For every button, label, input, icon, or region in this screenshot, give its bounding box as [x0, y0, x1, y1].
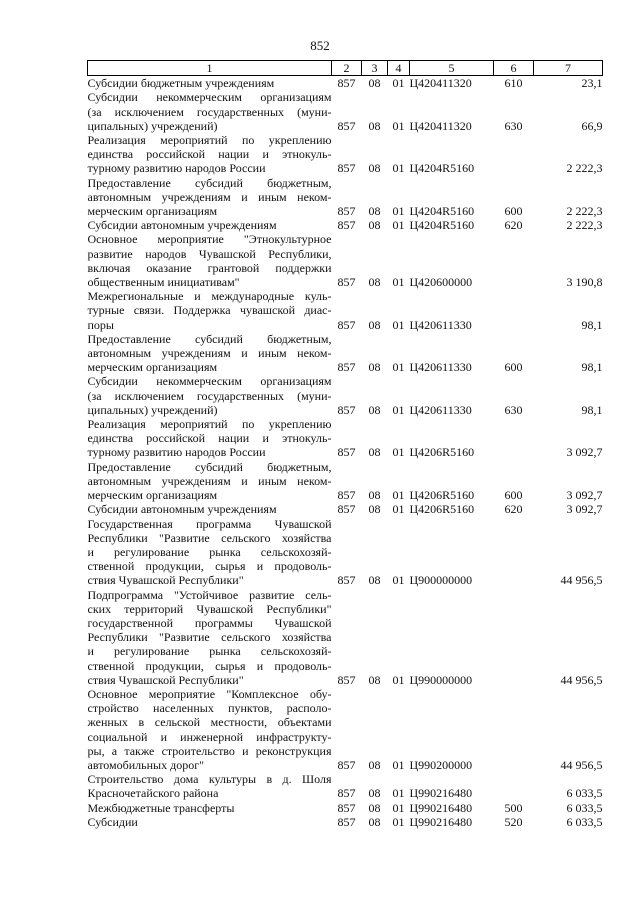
subsection-code-cell: 01: [392, 786, 405, 801]
expense-type-cell: 620: [504, 502, 523, 517]
section-code-cell: 08: [368, 800, 381, 815]
expense-type-cell: 600: [504, 204, 523, 219]
target-article-cell: Ц4206R5160: [409, 445, 475, 460]
target-article-cell: Ц990216480: [409, 786, 473, 801]
expense-type-cell: 630: [504, 402, 523, 417]
description-line: мерческим организациям: [87, 488, 218, 503]
subsection-code-cell: 01: [392, 76, 405, 91]
row-description: [88, 772, 332, 800]
column-header: 7: [534, 61, 603, 76]
section-code-cell: 08: [368, 275, 381, 290]
ministry-code-cell: 857: [337, 800, 356, 815]
row-description: [88, 687, 332, 772]
section-code-cell: 08: [368, 204, 381, 219]
table-header-row: [88, 61, 603, 76]
description-line: Основное мероприятие "Этнокультурное: [87, 232, 332, 247]
row-description: [88, 517, 332, 588]
description-line: автомобильных дорог": [87, 757, 205, 772]
description-line: общественным инициативам": [87, 275, 240, 290]
description-line: Республики "Развитие сельского хозяйства: [87, 530, 332, 545]
amount-cell: 44 956,5: [560, 573, 603, 588]
table-row: [88, 218, 603, 232]
description-line: ципальных) учреждений): [87, 402, 218, 417]
description-line: развитие народов Чувашской Республики,: [87, 246, 332, 261]
row-description: [88, 90, 332, 133]
subsection-code-cell: 01: [392, 118, 405, 133]
column-header: 1: [88, 61, 332, 76]
description-line: и регулирование рынка сельскохозяй-: [87, 544, 332, 559]
description-line: автономным учреждениям и иным неком-: [87, 473, 332, 488]
target-article-cell: Ц4204R5160: [409, 204, 475, 219]
section-code-cell: 08: [368, 118, 381, 133]
description-line: единства российской нации и этнокуль-: [87, 147, 332, 162]
description-line: Межрегиональные и международные куль-: [87, 289, 332, 304]
amount-cell: 6 033,5: [566, 814, 603, 829]
description-line: государственной программы Чувашской: [87, 615, 332, 630]
ministry-code-cell: 857: [337, 161, 356, 176]
description-line: единства российской нации и этнокуль-: [87, 431, 332, 446]
subsection-code-cell: 01: [392, 814, 405, 829]
row-description: [88, 417, 332, 460]
amount-cell: 6 033,5: [566, 800, 603, 815]
description-line: Субсидии: [87, 814, 138, 829]
target-article-cell: Ц4206R5160: [409, 488, 475, 503]
description-line: автономным учреждениям и иным неком-: [87, 189, 332, 204]
expense-type-cell: 600: [504, 360, 523, 375]
ministry-code-cell: 857: [337, 360, 356, 375]
expense-type-cell: [494, 417, 534, 460]
subsection-code-cell: 01: [392, 317, 405, 332]
ministry-code-cell: 857: [337, 402, 356, 417]
description-line: автономным учреждениям и иным неком-: [87, 346, 332, 361]
ministry-code-cell: 857: [337, 76, 356, 91]
table-row: [88, 232, 603, 289]
ministry-code-cell: 857: [337, 757, 356, 772]
description-line: мерческим организациям: [87, 360, 218, 375]
description-line: (за исключением государственных (муни-: [87, 388, 332, 403]
description-line: Подпрограмма "Устойчивое развитие сель-: [87, 587, 332, 602]
column-header: 5: [410, 61, 494, 76]
section-code-cell: 08: [368, 814, 381, 829]
description-line: Субсидии бюджетным учреждениям: [87, 76, 275, 91]
target-article-cell: Ц420611330: [409, 402, 472, 417]
row-description: [88, 289, 332, 332]
expense-type-cell: [494, 232, 534, 289]
row-description: [88, 232, 332, 289]
description-line: и регулирование рынка сельскохозяй-: [87, 644, 332, 659]
amount-cell: 3 092,7: [566, 445, 603, 460]
description-line: ры, а также строительство и реконструкция: [87, 743, 332, 758]
amount-cell: 66,9: [581, 118, 603, 133]
ministry-code-cell: 857: [337, 786, 356, 801]
description-line: мерческим организациям: [87, 204, 218, 219]
expense-type-cell: [494, 517, 534, 588]
ministry-code-cell: 857: [337, 204, 356, 219]
description-line: стройство населенных пунктов, располо-: [87, 701, 332, 716]
target-article-cell: Ц900000000: [409, 573, 473, 588]
section-code-cell: 08: [368, 488, 381, 503]
ministry-code-cell: 857: [337, 814, 356, 829]
subsection-code-cell: 01: [392, 502, 405, 517]
table-row: [88, 417, 603, 460]
description-line: Красночетайского района: [87, 786, 219, 801]
expense-type-cell: 610: [504, 76, 523, 91]
row-description: [88, 133, 332, 176]
section-code-cell: 08: [368, 402, 381, 417]
target-article-cell: Ц4204R5160: [409, 218, 475, 233]
amount-cell: 98,1: [581, 402, 603, 417]
amount-cell: 2 222,3: [566, 204, 603, 219]
expense-type-cell: 500: [504, 800, 523, 815]
ministry-code-cell: 857: [337, 275, 356, 290]
amount-cell: 98,1: [581, 317, 603, 332]
target-article-cell: Ц990216480: [409, 800, 473, 815]
table-body: [88, 76, 603, 829]
target-article-cell: Ц420411320: [409, 118, 472, 133]
amount-cell: 2 222,3: [566, 161, 603, 176]
table-row: [88, 90, 603, 133]
target-article-cell: Ц420611330: [409, 317, 472, 332]
subsection-code-cell: 01: [392, 488, 405, 503]
subsection-code-cell: 01: [392, 573, 405, 588]
amount-cell: 2 222,3: [566, 218, 603, 233]
description-line: Субсидии некоммерческим организациям: [87, 90, 332, 105]
budget-table: [87, 60, 603, 829]
subsection-code-cell: 01: [392, 360, 405, 375]
ministry-code-cell: 857: [337, 502, 356, 517]
ministry-code-cell: 857: [337, 573, 356, 588]
section-code-cell: 08: [368, 317, 381, 332]
row-description: [88, 815, 332, 829]
description-line: Предоставление субсидий бюджетным,: [87, 175, 332, 190]
target-article-cell: Ц420611330: [409, 360, 472, 375]
description-line: социальной и инженерной инфраструкту-: [87, 729, 332, 744]
section-code-cell: 08: [368, 445, 381, 460]
description-line: Республики "Развитие сельского хозяйства: [87, 630, 332, 645]
page-number: 852: [310, 38, 330, 53]
description-line: Предоставление субсидий бюджетным,: [87, 331, 332, 346]
description-line: Основное мероприятие "Комплексное обу-: [87, 686, 332, 701]
section-code-cell: 08: [368, 672, 381, 687]
table-row: [88, 289, 603, 332]
row-description: [88, 588, 332, 687]
expense-type-cell: [494, 133, 534, 176]
section-code-cell: 08: [368, 360, 381, 375]
description-line: Государственная программа Чувашской: [87, 516, 332, 531]
section-code-cell: 08: [368, 786, 381, 801]
amount-cell: 44 956,5: [560, 757, 603, 772]
description-line: включая оказание грантовой поддержки: [87, 260, 332, 275]
expense-type-cell: 630: [504, 118, 523, 133]
description-line: Реализация мероприятий по укреплению: [87, 133, 332, 148]
expense-type-cell: 520: [504, 814, 523, 829]
column-header: 3: [362, 61, 388, 76]
description-line: ственной продукции, сырья и продоволь-: [87, 658, 332, 673]
description-line: Субсидии некоммерческим организациям: [87, 374, 332, 389]
row-description: [88, 374, 332, 417]
column-header: 4: [388, 61, 410, 76]
section-code-cell: 08: [368, 502, 381, 517]
description-line: (за исключением государственных (муни-: [87, 104, 332, 119]
table-row: [88, 517, 603, 588]
row-description: [88, 332, 332, 375]
expense-type-cell: 620: [504, 218, 523, 233]
table-row: [88, 801, 603, 815]
section-code-cell: 08: [368, 573, 381, 588]
target-article-cell: Ц990200000: [409, 757, 473, 772]
row-description: [88, 460, 332, 503]
subsection-code-cell: 01: [392, 445, 405, 460]
description-line: Субсидии автономным учреждениям: [87, 218, 277, 233]
expense-type-cell: [494, 289, 534, 332]
row-description: [88, 502, 332, 516]
section-code-cell: 08: [368, 757, 381, 772]
table-row: [88, 502, 603, 516]
subsection-code-cell: 01: [392, 161, 405, 176]
table-row: [88, 687, 603, 772]
table-row: [88, 332, 603, 375]
ministry-code-cell: 857: [337, 672, 356, 687]
section-code-cell: 08: [368, 76, 381, 91]
target-article-cell: Ц4204R5160: [409, 161, 475, 176]
amount-cell: 6 033,5: [566, 786, 603, 801]
table-row: [88, 460, 603, 503]
target-article-cell: Ц990216480: [409, 814, 473, 829]
description-line: ствия Чувашской Республики": [87, 573, 244, 588]
amount-cell: 3 092,7: [566, 502, 603, 517]
target-article-cell: Ц420600000: [409, 275, 473, 290]
target-article-cell: Ц420411320: [409, 76, 472, 91]
description-line: ципальных) учреждений): [87, 118, 218, 133]
target-article-cell: Ц4206R5160: [409, 502, 475, 517]
table-row: [88, 374, 603, 417]
amount-cell: 3 190,8: [566, 275, 603, 290]
ministry-code-cell: 857: [337, 445, 356, 460]
section-code-cell: 08: [368, 161, 381, 176]
description-line: ственной продукции, сырья и продоволь-: [87, 559, 332, 574]
section-code-cell: 08: [368, 218, 381, 233]
amount-cell: 23,1: [581, 76, 603, 91]
row-description: [88, 218, 332, 232]
amount-cell: 44 956,5: [560, 672, 603, 687]
subsection-code-cell: 01: [392, 204, 405, 219]
table-row: [88, 76, 603, 91]
subsection-code-cell: 01: [392, 218, 405, 233]
description-line: турному развитию народов России: [87, 445, 266, 460]
table-row: [88, 588, 603, 687]
description-line: Реализация мероприятий по укреплению: [87, 417, 332, 432]
amount-cell: 3 092,7: [566, 488, 603, 503]
row-description: [88, 176, 332, 219]
expense-type-cell: 600: [504, 488, 523, 503]
row-description: [88, 76, 332, 91]
ministry-code-cell: 857: [337, 317, 356, 332]
description-line: ствия Чувашской Республики": [87, 672, 244, 687]
amount-cell: 98,1: [581, 360, 603, 375]
description-line: Межбюджетные трансферты: [87, 800, 235, 815]
description-line: Строительство дома культуры в д. Шоля: [87, 772, 332, 787]
subsection-code-cell: 01: [392, 402, 405, 417]
column-header: 2: [332, 61, 362, 76]
description-line: турные связи. Поддержка чувашской диас-: [87, 303, 332, 318]
description-line: турному развитию народов России: [87, 161, 266, 176]
target-article-cell: Ц990000000: [409, 672, 473, 687]
ministry-code-cell: 857: [337, 488, 356, 503]
table-row: [88, 815, 603, 829]
description-line: Предоставление субсидий бюджетным,: [87, 459, 332, 474]
description-line: Субсидии автономным учреждениям: [87, 502, 277, 517]
subsection-code-cell: 01: [392, 275, 405, 290]
table-row: [88, 772, 603, 800]
description-line: женных в сельской местности, объектами: [87, 715, 332, 730]
column-header: 6: [494, 61, 534, 76]
description-line: ских территорий Чувашской Республики": [87, 601, 332, 616]
subsection-code-cell: 01: [392, 800, 405, 815]
description-line: поры: [87, 317, 114, 332]
subsection-code-cell: 01: [392, 757, 405, 772]
table-row: [88, 176, 603, 219]
expense-type-cell: [494, 772, 534, 800]
subsection-code-cell: 01: [392, 672, 405, 687]
expense-type-cell: [494, 687, 534, 772]
row-description: [88, 801, 332, 815]
ministry-code-cell: 857: [337, 218, 356, 233]
ministry-code-cell: 857: [337, 118, 356, 133]
expense-type-cell: [494, 588, 534, 687]
table-row: [88, 133, 603, 176]
